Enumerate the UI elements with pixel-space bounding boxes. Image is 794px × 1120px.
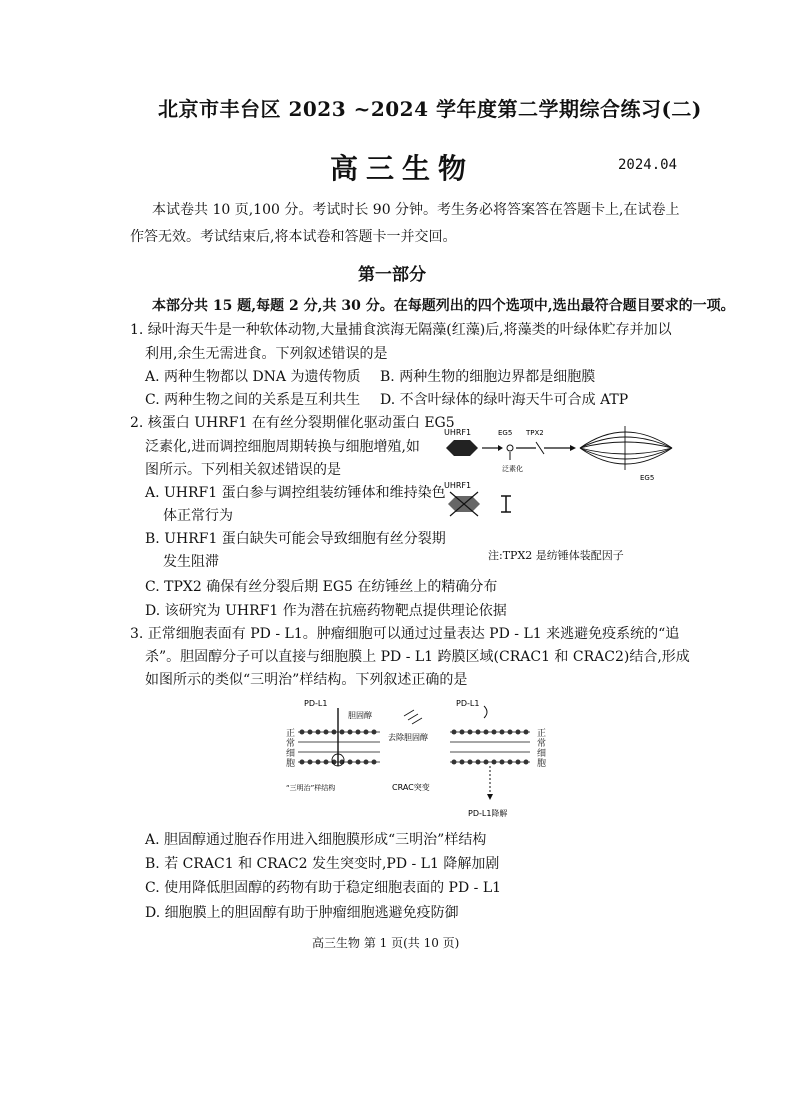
exam-date: 2024.04 bbox=[618, 157, 678, 173]
pdl1-right-label: PD-L1 bbox=[456, 699, 480, 708]
q1-option-d: D. 不含叶绿体的绿叶海天牛可合成 ATP bbox=[380, 392, 629, 408]
eg5-node bbox=[507, 445, 513, 451]
q3-option-b: B. 若 CRAC1 和 CRAC2 发生突变时,PD - L1 降解加剧 bbox=[145, 856, 500, 872]
crac-mutation-label: CRAC突变 bbox=[392, 783, 430, 792]
q1-stem-line-1: 1. 绿叶海天牛是一种软体动物,大量捕食滨海无隔藻(红藻)后,将藻类的叶绿体贮存并加以 bbox=[130, 322, 672, 338]
ubiquitination-label: 泛素化 bbox=[502, 465, 523, 473]
q1-stem-line-2: 利用,余生无需进食。下列叙述错误的是 bbox=[145, 346, 388, 362]
part-title: 第一部分 bbox=[358, 265, 426, 285]
tpx2-label: TPX2 bbox=[526, 429, 544, 437]
uhrf1-label: UHRF1 bbox=[444, 428, 472, 437]
eg5-spindle-label: EG5 bbox=[640, 474, 655, 482]
uhrf1-hexagon bbox=[446, 440, 478, 456]
q2-option-b-line-1: B. UHRF1 蛋白缺失可能会导致细胞有丝分裂期 bbox=[145, 531, 446, 547]
pdl1-degrade-label: PD-L1降解 bbox=[468, 809, 508, 818]
cholesterol-icon bbox=[404, 710, 422, 724]
pdl1-left-label: PD-L1 bbox=[304, 699, 328, 708]
q1-option-b: B. 两种生物的细胞边界都是细胞膜 bbox=[380, 369, 596, 385]
q2-stem-line-1: 2. 核蛋白 UHRF1 在有丝分裂期催化驱动蛋白 EG5 bbox=[130, 415, 455, 431]
right-bilayer-heads bbox=[452, 730, 529, 765]
sandwich-label: “三明治”样结构 bbox=[286, 784, 336, 792]
pdl1-right-coil bbox=[484, 706, 487, 718]
degradation-arrow-head bbox=[487, 794, 493, 800]
q2-stem-line-2: 泛素化,进而调控细胞周期转换与细胞增殖,如 bbox=[145, 439, 420, 455]
q3-option-a: A. 胆固醇通过胞吞作用进入细胞膜形成“三明治”样结构 bbox=[145, 832, 487, 848]
subject-title: 高三生物 bbox=[330, 152, 475, 185]
q3-figure bbox=[280, 692, 550, 822]
q2-stem-line-3: 图所示。下列相关叙述错误的是 bbox=[145, 462, 341, 478]
remove-cholesterol-label: 去除胆固醇 bbox=[388, 733, 428, 742]
left-cell-label: 正常细胞 bbox=[286, 729, 296, 769]
eg5-label: EG5 bbox=[498, 429, 513, 437]
exam-title: 北京市丰台区 2023 ~2024 学年度第二学期综合练习(二) bbox=[158, 97, 702, 121]
arrow-head-1 bbox=[498, 445, 503, 451]
cholesterol-label: 胆固醇 bbox=[348, 711, 372, 720]
spindle-icon bbox=[580, 426, 672, 470]
q3-option-d: D. 细胞膜上的胆固醇有助于肿瘤细胞逃避免疫防御 bbox=[145, 905, 459, 921]
q2-figure bbox=[440, 420, 680, 530]
q2-option-c: C. TPX2 确保有丝分裂后期 EG5 在纺锤丝上的精确分布 bbox=[145, 579, 498, 595]
q3-stem-line-1: 3. 正常细胞表面有 PD - L1。肿瘤细胞可以通过过量表达 PD - L1 来逃避免疫系统的“追 bbox=[130, 626, 680, 642]
instructions-line-2: 作答无效。考试结束后,将本试卷和答题卡一并交回。 bbox=[130, 229, 457, 245]
q1-option-a: A. 两种生物都以 DNA 为遗传物质 bbox=[145, 369, 361, 385]
q2-figure-note: 注:TPX2 是纺锤体装配因子 bbox=[488, 549, 624, 562]
uhrf1-label-b: UHRF1 bbox=[444, 481, 472, 490]
q2-option-a-line-1: A. UHRF1 蛋白参与调控组装纺锤体和维持染色 bbox=[145, 485, 446, 501]
q2-option-a-line-2: 体正常行为 bbox=[163, 508, 233, 524]
left-membrane bbox=[298, 732, 380, 762]
arrow-head-3 bbox=[570, 445, 576, 451]
q3-option-c: C. 使用降低胆固醇的药物有助于稳定细胞表面的 PD - L1 bbox=[145, 880, 502, 896]
right-membrane bbox=[450, 732, 530, 762]
q2-option-d: D. 该研究为 UHRF1 作为潜在抗癌药物靶点提供理论依据 bbox=[145, 603, 507, 619]
instructions-line-1: 本试卷共 10 页,100 分。考试时长 90 分钟。考生务必将答案答在答题卡上,在试卷上 bbox=[152, 202, 680, 218]
part-intro: 本部分共 15 题,每题 2 分,共 30 分。在每题列出的四个选项中,选出最符合题目要求的一项。 bbox=[152, 298, 735, 314]
q3-stem-line-2: 杀”。胆固醇分子可以直接与细胞膜上 PD - L1 跨膜区域(CRAC1 和 CRAC2)结合,形成 bbox=[145, 649, 690, 665]
q3-stem-line-3: 如图所示的类似“三明治”样结构。下列叙述正确的是 bbox=[145, 672, 468, 688]
q1-option-c: C. 两种生物之间的关系是互利共生 bbox=[145, 392, 361, 408]
q2-option-b-line-2: 发生阻滞 bbox=[163, 554, 219, 570]
page-footer: 高三生物 第 1 页(共 10 页) bbox=[312, 936, 460, 950]
tpx2-mark bbox=[536, 442, 544, 454]
right-cell-label: 正常细胞 bbox=[537, 729, 547, 769]
